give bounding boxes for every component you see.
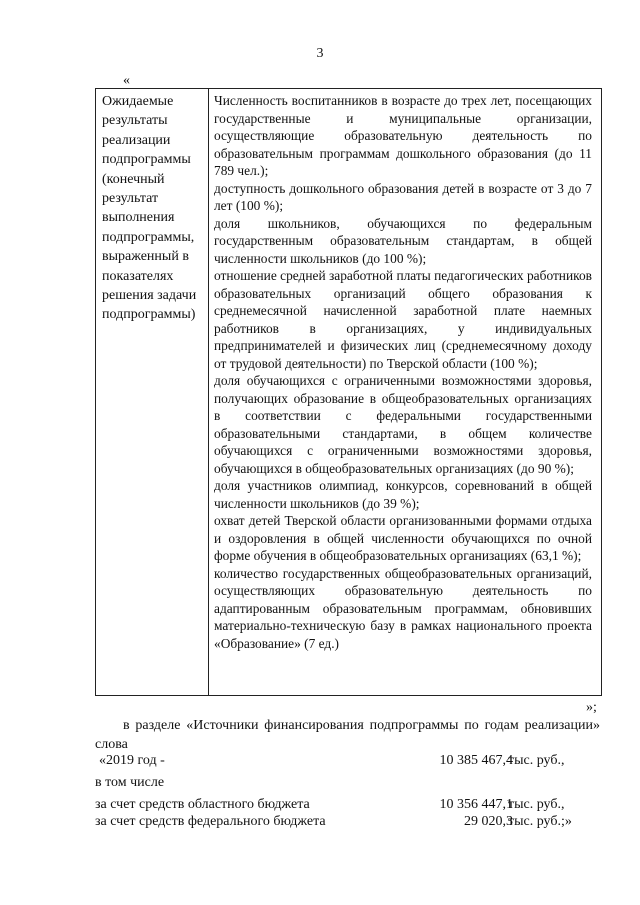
table-left-cell: Ожидаемые результаты реализации подпрограммы (конечный результат выполнения подпрограммы, выраженный в показателях решения задачи подпрограммы) xyxy=(102,94,197,323)
financing-label: «2019 год - xyxy=(99,753,165,768)
result-item: доля обучающихся с ограниченными возможностями здоровья, получающих образование в общеобразовательных организациях в соответствии с федеральными государственными образовательными стандартами, в общем количестве обучающихся с ограниченными возможностями здоровья, обучающихся в общеобразовательных организациях (до 90 %); xyxy=(214,373,592,476)
financing-label: за счет средств областного бюджета xyxy=(95,797,310,812)
result-item: доля школьников, обучающихся по федеральным государственным образовательным стандартам, в общей численности школьников (до 100 %); xyxy=(214,215,592,266)
financing-amount: 10 385 467,4 xyxy=(439,753,513,768)
table-right-cell xyxy=(214,92,592,652)
financing-amount: 29 020,3 xyxy=(464,814,513,829)
result-item: доступность дошкольного образования детей в возрасте от 3 до 7 лет (100 %); xyxy=(214,180,592,213)
opening-quote: « xyxy=(123,73,130,88)
result-item: количество государственных общеобразовательных организаций, осуществляющих образовательную деятельность по адаптированным образовательным программам, обновивших материально-техническую базу в рамках национального проекта «Образование» (7 ед.) xyxy=(214,565,592,651)
result-item: доля участников олимпиад, конкурсов, соревнований в общей численности школьников (до 39 %); xyxy=(214,478,592,511)
closing-quote: »; xyxy=(586,700,597,715)
financing-row xyxy=(95,814,605,834)
financing-row xyxy=(95,775,605,795)
financing-amount: 10 356 447,1 xyxy=(439,797,513,812)
amendment-paragraph xyxy=(95,716,600,754)
financing-label: за счет средств федерального бюджета xyxy=(95,814,326,829)
result-item: охват детей Тверской области организованными формами отдыха и оздоровления в общей численности обучающихся по очной форме обучения в общеобразовательных организациях (63,1 %); xyxy=(214,513,592,563)
financing-label: в том числе xyxy=(95,775,165,790)
table-column-divider xyxy=(208,89,209,695)
result-item: Численность воспитанников в возрасте до трех лет, посещающих государственные и муниципальные организации, осуществляющие образовательную деятельность по образовательным программам дошкольного образования (до 11 789 чел.); xyxy=(214,93,592,178)
financing-row xyxy=(95,753,605,773)
subprogram-table xyxy=(95,88,602,696)
financing-unit: тыс. руб., xyxy=(508,753,565,768)
financing-unit: тыс. руб., xyxy=(508,797,565,812)
result-item: отношение средней заработной платы педагогических работников образовательных организаций общего образования к среднемесячной начисленной заработной плате наемных работников в организациях, у индивидуальных предпринимателей и физических лиц (среднемесячному доходу от трудовой деятельности) по Тверской области (100 %); xyxy=(214,268,592,371)
financing-unit: тыс. руб.;» xyxy=(508,814,572,829)
amendment-text: в разделе «Источники финансирования подпрограммы по годам реализации» слова xyxy=(95,718,600,752)
page-number: 3 xyxy=(316,46,324,61)
